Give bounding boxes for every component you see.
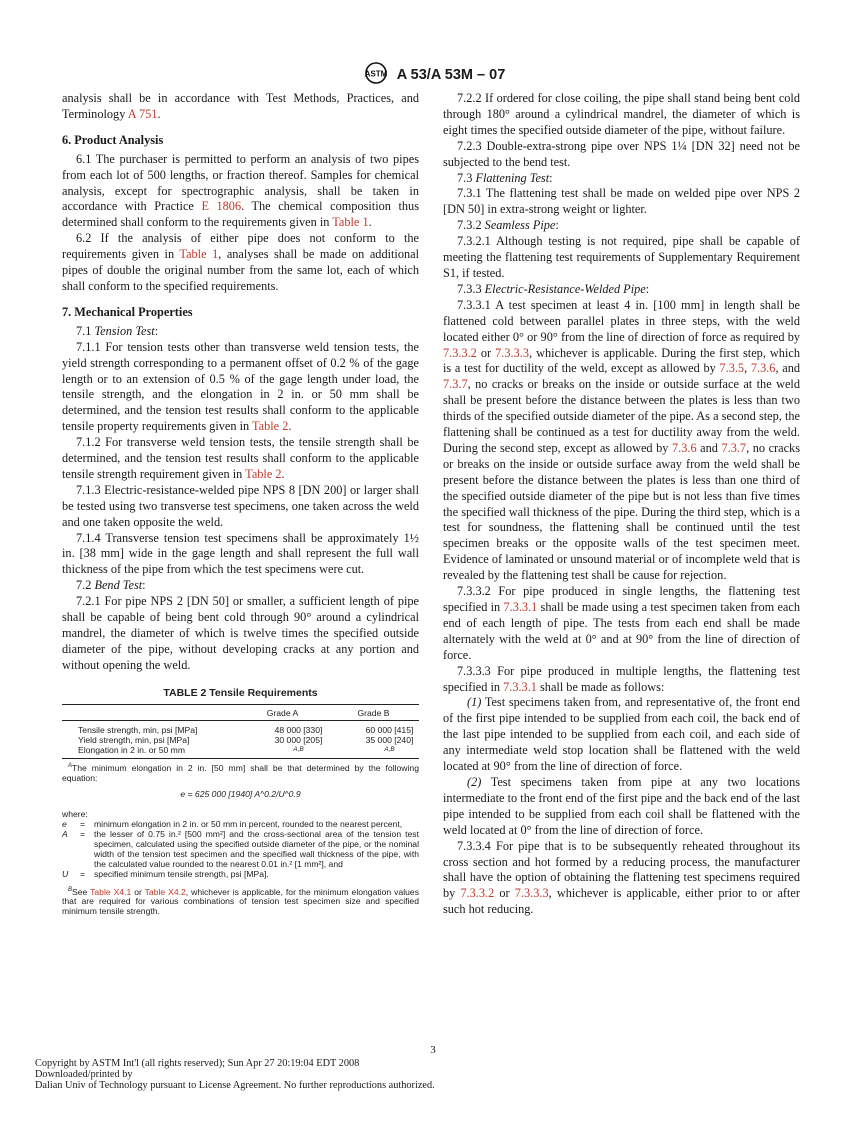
para-6-1: 6.1 The purchaser is permitted to perform an analysis of two pipes from each lot of 500 lengths, or fraction thereof. Samples for chemical analysis, except for spectrographic analysis, shall be taken in accordance with Practice E 1806. The chemical composition thus determined shall conform to the requirements given in Table 1. xyxy=(62,151,419,230)
para-7-3-3: 7.3.3 Electric-Resistance-Welded Pipe: xyxy=(457,281,650,296)
para-7-2-2: 7.2.2 If ordered for close coiling, the pipe shall stand being bent cold through 180° around a cylindrical mandrel, the diameter of which is eight times the specified outside diameter of the pipe, without failure. xyxy=(443,91,800,137)
para-7-1: 7.1 Tension Test: xyxy=(76,323,159,338)
elongation-equation: e = 625 000 [1940] A^0.2/U^0.9 xyxy=(180,788,301,799)
link-7-3-3-1[interactable]: 7.3.3.1 xyxy=(503,679,537,694)
intro-paragraph: analysis shall be in accordance with Test Methods, Practices, and Terminology A 751. xyxy=(62,91,419,121)
link-7-3-3-3[interactable]: 7.3.3.3 xyxy=(495,345,529,360)
copyright-footer: Copyright by ASTM Int'l (all rights reserved); Sun Apr 27 20:19:04 EDT 2008 Downloaded/printed by Dalian Univ of Technology pursuant to License Agreement. No further reproductions authorized. xyxy=(35,1058,435,1092)
table-row: Yield strength, min, psi [MPa] 30 000 [205] 35 000 [240] xyxy=(78,734,414,745)
link-7-3-3-1[interactable]: 7.3.3.1 xyxy=(503,600,538,614)
para-7-3-2: 7.3.2 Seamless Pipe: xyxy=(457,218,559,233)
where-label: where: xyxy=(62,808,88,819)
link-table1[interactable]: Table 1 xyxy=(179,247,219,262)
link-7-3-7[interactable]: 7.3.7 xyxy=(721,440,747,455)
link-a751[interactable]: A 751 xyxy=(127,106,158,121)
link-table-x4-2[interactable]: Table X4.2 xyxy=(144,886,186,897)
table-title: TABLE 2 Tensile Requirements xyxy=(163,686,318,699)
link-table2[interactable]: Table 2 xyxy=(251,419,289,434)
para-7-1-1: 7.1.1 For tension tests other than transverse weld tension tests, the yield strength corresponding to a permanent offset of 0.2 % of the gage length or to an extension of 0.5 % of the gage length under load, the tensile strength, and the elongation in 2 in. or 50 mm shall be determined, and the tension test results shall conform to the applicable tensile property requirements given in Table 2. xyxy=(62,339,419,434)
para-7-1-4: 7.1.4 Transverse tension test specimens shall be approximately 1½ in. [38 mm] wide in the gage length and shall represent the full wall thickness of the pipe from which the test specimens were cut. xyxy=(62,530,419,577)
para-7-3-3-2: 7.3.3.2 For pipe produced in single lengths, the flattening test specified in 7.3.3.1 shall be made using a test specimen taken from each end of each length of pipe. The tests from each end shall be made alternately with the weld at 0° and at 90° from the line of direction of force. xyxy=(443,584,800,662)
link-table2[interactable]: Table 2 xyxy=(245,466,282,481)
where-e: e = minimum elongation in 2 in. or 50 mm in percent, rounded to the nearest percent, xyxy=(62,818,403,829)
link-7-3-3-2[interactable]: 7.3.3.2 xyxy=(460,886,495,901)
right-column xyxy=(443,91,800,918)
svg-text:ASTM: ASTM xyxy=(364,69,388,79)
link-table-x4-1[interactable]: Table X4.1 xyxy=(90,886,132,897)
para-7-1-2: 7.1.2 For transverse weld tension tests, the tensile strength shall be determined, and the tension test results shall conform to the applicable tensile strength requirement given in Table 2. xyxy=(62,435,419,481)
col-grade-b: Grade B xyxy=(357,707,390,718)
section-6-heading: 6. Product Analysis xyxy=(62,132,164,147)
para-7-3-3-3: 7.3.3.3 For pipe produced in multiple lengths, the flattening test specified in 7.3.3.1 shall be made as follows: xyxy=(443,663,800,694)
page-header xyxy=(0,62,866,88)
col-grade-a: Grade A xyxy=(266,707,299,718)
where-u: U = specified minimum tensile strength, psi [MPa]. xyxy=(62,868,269,879)
link-7-3-3-2[interactable]: 7.3.3.2 xyxy=(443,345,477,360)
link-7-3-6[interactable]: 7.3.6 xyxy=(672,440,697,455)
link-table1[interactable]: Table 1 xyxy=(332,215,369,230)
footnote-b: $^B$See Table X4.1 or Table X4.2, whichever is applicable, for the minimum elongation values that are required for various combinations of tension test specimen size and specified minimum tensile strength. xyxy=(62,886,419,917)
table-2 xyxy=(62,688,419,917)
astm-logo-icon xyxy=(361,62,391,88)
left-column xyxy=(62,91,419,916)
where-a: A = the lesser of 0.75 in.² [500 mm²] and the cross-sectional area of the tension test specimen, calculated using the specified outside diameter of the pipe, or the nominal width of the tension test specimen and the specified wall thickness of the pipe, with the calculated value rounded to the nearest 0.01 in.² [1 mm²], and xyxy=(62,828,419,869)
section-7-heading: 7. Mechanical Properties xyxy=(62,304,193,319)
para-6-2: 6.2 If the analysis of either pipe does not conform to the requirements given in Table 1, analyses shall be made on additional pipes of double the original number from the same lot, each of which shall conform to the specified requirements. xyxy=(62,231,420,293)
footnote-a: $^A$The minimum elongation in 2 in. [50 mm] shall be that determined by the following equation: xyxy=(62,762,419,783)
table-header-row xyxy=(62,705,419,720)
para-7-3-3-4: 7.3.3.4 For pipe that is to be subsequently reheated throughout its cross section and hot formed by a reducing process, the manufacturer shall have the option of obtaining the flattening test specimens required by 7.3.3.2 or 7.3.3.3, whichever is applicable, either prior to or after such hot reducing. xyxy=(443,838,800,917)
list-item-2: (2) Test specimens taken from pipe at any two locations intermediate to the front end of the first pipe and the back end of the last pipe intended to be supplied from each coil shall be flattened with the weld located at 0° from the line of direction of force. xyxy=(443,774,800,837)
link-e1806[interactable]: E 1806 xyxy=(201,199,242,214)
para-7-3-1: 7.3.1 The flattening test shall be made on welded pipe over NPS 2 [DN 50] in extra-strong weight or lighter. xyxy=(443,186,800,217)
list-item-1: (1) Test specimens taken from, and representative of, the front end of the first pipe intended to be supplied from each coil, the back end of the last pipe intended to be supplied from each coil, and each side of any intermediate weld stop location shall be flattened with the weld located at 90° from the line of direction of force. xyxy=(443,695,800,774)
para-7-1-3: 7.1.3 Electric-resistance-welded pipe NPS 8 [DN 200] or larger shall be tested using two transverse test specimens, one taken across the weld and one taken opposite the weld. xyxy=(62,482,419,529)
para-7-3: 7.3 Flattening Test: xyxy=(457,170,553,185)
para-7-2-1: 7.2.1 For pipe NPS 2 [DN 50] or smaller, a sufficient length of pipe shall be capable of being bent cold through 90° around a cylindrical mandrel, the diameter of which is twelve times the specified outside diameter of the pipe, without developing cracks at any portion and without opening the weld. xyxy=(62,594,419,672)
para-7-2: 7.2 Bend Test: xyxy=(76,578,146,593)
link-7-3-3-3[interactable]: 7.3.3.3 xyxy=(514,886,549,901)
para-7-3-2-1: 7.3.2.1 Although testing is not required, pipe shall be capable of meeting the flattening test requirements of Supplementary Requirement S1, if tested. xyxy=(443,234,800,280)
link-7-3-6[interactable]: 7.3.6 xyxy=(750,361,776,376)
table-row: Elongation in 2 in. or 50 mm A,B A,B xyxy=(78,744,395,755)
table-row: Tensile strength, min, psi [MPa] 48 000 [330] 60 000 [415] xyxy=(78,724,414,735)
designation: A 53/A 53M – 07 xyxy=(396,66,506,83)
para-7-2-3: 7.2.3 Double-extra-strong pipe over NPS 1¼ [DN 32] need not be subjected to the bend test. xyxy=(443,138,800,169)
link-7-3-7[interactable]: 7.3.7 xyxy=(443,377,468,392)
para-7-3-3-1: 7.3.3.1 A test specimen at least 4 in. [100 mm] in length shall be flattened cold between parallel plates in three steps, with the weld located either 0° or 90° from the line of direction of force as required by 7.3.3.2 or 7.3.3.3, whichever is applicable. During the first step, which is a test for ductility of the weld, except as allowed by 7.3.5, 7.3.6, and 7.3.7, no cracks or breaks on the inside or outside surface at the weld shall be present before the distance between the plates is less than two thirds of the specified outside diameter of the pipe. As a second step, the flattening shall be continued as a test for ductility away from the weld. During the second step, except as allowed by 7.3.6 and 7.3.7, no cracks or breaks on the inside or outside surface away from the weld shall be present before the distance between the plates is less than one third of the specified outside diameter of the pipe but is not less than five times the specified wall thickness of the pipe. During the third step, which is a test for soundness, the flattening shall be continued until the test specimen breaks or the opposite walls of the test specimen meet. Evidence of laminated or unsound material or of incomplete weld that is revealed by the flattening test shall be cause for rejection. xyxy=(443,297,800,583)
page-number: 3 xyxy=(430,1044,436,1056)
link-7-3-5[interactable]: 7.3.5 xyxy=(719,361,745,376)
